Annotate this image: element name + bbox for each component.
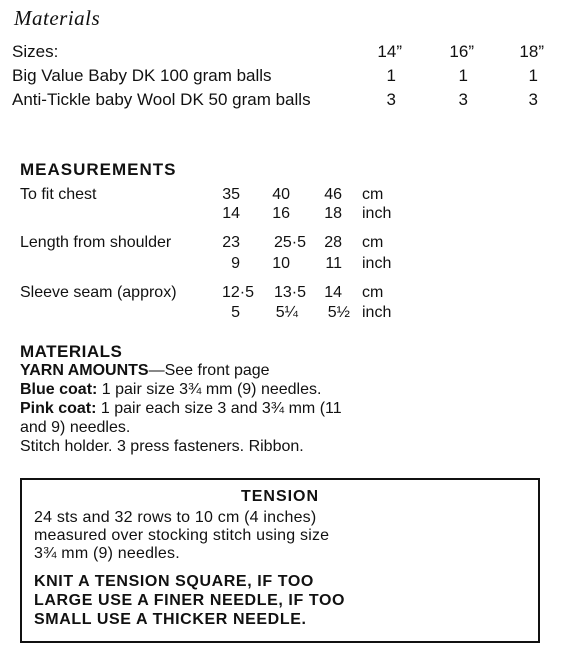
unit-label: cm (362, 234, 384, 251)
measurement-value: 46 (324, 186, 342, 203)
tension-text (34, 509, 329, 563)
measurement-value: 11 (325, 255, 342, 272)
unit-label: inch (362, 205, 392, 222)
tension-line: 24 sts and 32 rows to 10 cm (4 inches) (34, 509, 317, 526)
yarn-row-value: 3 (386, 90, 396, 109)
yarn-amounts-label: YARN AMOUNTS (20, 362, 149, 379)
yarn-row-value: 3 (528, 90, 538, 109)
measurement-value: 9 (231, 255, 240, 272)
measurement-value: 5 (231, 304, 240, 321)
size-18: 18” (519, 42, 544, 61)
yarn-row-label: Big Value Baby DK 100 gram balls (12, 66, 272, 85)
tension-line: measured over stocking stitch using size (34, 527, 330, 544)
unit-label: cm (362, 186, 384, 203)
materials-section (20, 342, 342, 456)
size-16: 16” (449, 42, 474, 61)
tension-warning-line: LARGE USE A FINER NEEDLE, IF TOO (34, 592, 346, 609)
size-14: 14” (377, 42, 402, 61)
measurement-value: 35 (222, 186, 240, 203)
blue-coat-label: Blue coat: (20, 381, 98, 398)
measurement-value: 23 (222, 234, 240, 251)
measurement-value: 13·5 (273, 284, 306, 301)
measurement-value: 40 (272, 186, 290, 203)
measurement-value: 14 (222, 205, 240, 222)
pink-coat-text: 1 pair each size 3 and 3¾ mm (11 (96, 400, 342, 417)
tension-warning-line: SMALL USE A THICKER NEEDLE. (34, 611, 307, 628)
measurement-label: Sleeve seam (approx) (20, 284, 177, 301)
yarn-row-value: 1 (458, 66, 468, 85)
tension-heading: TENSION (240, 488, 320, 505)
unit-label: cm (362, 284, 384, 301)
yarn-row-value: 3 (458, 90, 468, 109)
tension-line: 3¾ mm (9) needles. (34, 545, 180, 562)
tension-warning (34, 572, 345, 629)
yarn-row-value: 1 (386, 66, 396, 85)
measurement-value: 5½ (327, 304, 350, 321)
measurement-value: 18 (324, 205, 342, 222)
measurement-value: 16 (272, 205, 290, 222)
measurement-value: 28 (324, 234, 342, 251)
pink-coat-text-cont: and 9) needles. (20, 419, 131, 436)
materials-extras: Stitch holder. 3 press fasteners. Ribbon. (20, 438, 304, 455)
materials-heading: MATERIALS (20, 342, 123, 361)
measurements-heading: MEASUREMENTS (20, 160, 177, 179)
measurement-label: Length from shoulder (20, 234, 172, 251)
sizes-label: Sizes: (12, 42, 59, 61)
pink-coat-label: Pink coat: (20, 400, 97, 417)
measurement-value: 5¼ (275, 304, 298, 321)
yarn-row-label: Anti-Tickle baby Wool DK 50 gram balls (12, 90, 311, 109)
tension-warning-line: KNIT A TENSION SQUARE, IF TOO (34, 573, 314, 590)
unit-label: inch (362, 255, 392, 272)
measurement-value: 14 (324, 284, 342, 301)
measurement-value: 25·5 (273, 234, 306, 251)
measurement-value: 12·5 (221, 284, 254, 301)
blue-coat-text: 1 pair size 3¾ mm (9) needles. (97, 381, 322, 398)
measurement-label: To fit chest (20, 186, 97, 203)
yarn-amounts-text: —See front page (148, 362, 270, 379)
measurement-value: 10 (272, 255, 290, 272)
tension-box (20, 478, 540, 643)
unit-label: inch (362, 304, 392, 321)
page-title: Materials (14, 6, 101, 30)
yarn-row-value: 1 (528, 66, 538, 85)
